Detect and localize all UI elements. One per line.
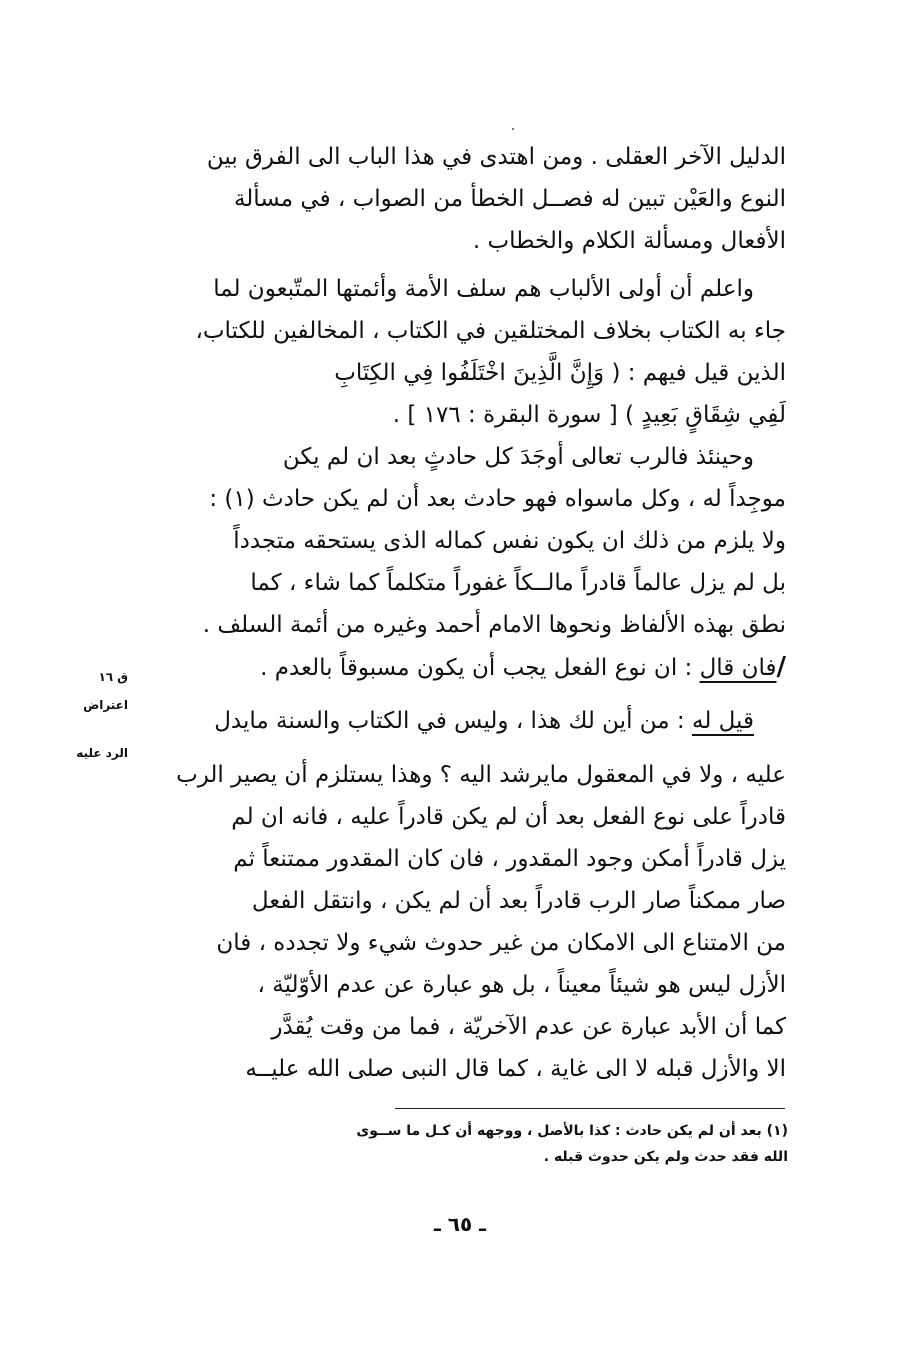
reply-text: : من أين لك هذا ، وليس في الكتاب والسنة مايدل [214,708,692,734]
paragraph-1 [138,136,786,262]
objection-line [138,646,786,688]
footnote-line: (١) بعد أن لم يكن حادث : كذا بالأصل ، ووجهه أن كـل ما ســوى [356,1123,788,1139]
text-line: بل لم يزل عالماً قادراً مالــكاً غفوراً متكلماً كما شاء ، كما [250,570,786,596]
reply-line [138,700,786,742]
paragraph-2 [138,268,786,436]
page-number: ـ ٦٥ ـ [433,1212,487,1236]
text-line: جاء به الكتاب بخلاف المختلقين في الكتاب ، المخالفين للكتاب، [195,318,786,344]
paragraph-3 [138,436,786,646]
reply-label: قيل له [691,708,754,734]
text-line: نطق بهذه الألفاظ ونحوها الامام أحمد وغيره من أئمة السلف . [202,612,786,638]
text-line: من الامتناع الى الامكان من غير حدوث شيء ولا تجدده ، فان [216,930,786,956]
text-line: كما أن الأبد عبارة عن عدم الآخريّة ، فما من وقت يُقدَّر [271,1014,786,1040]
text-line: قادراً على نوع الفعل بعد أن لم يكن قادراً عليه ، فانه ان لم [231,804,786,830]
text-line: الأفعال ومسألة الكلام والخطاب . [472,228,786,254]
text-line: يزل قادراً أمكن وجود المقدور ، فان كان المقدور ممتنعاً ثم [233,846,786,872]
objection-text: : ان نوع الفعل يجب أن يكون مسبوقاً بالعدم . [260,655,700,681]
paragraph-5 [138,754,786,1090]
main-text [138,136,786,1090]
text-line: وحينئذ فالرب تعالى أوجَدَ كل حادثٍ بعد ان لم يكن [282,444,754,470]
text-line: صار ممكناً صار الرب قادراً بعد أن لم يكن ، وانتقل الفعل [251,888,786,914]
scan-speck [512,128,514,130]
quran-verse-line: الذين قيل فيهم : ( وَإِنَّ الَّذِينَ اخْتَلَفُوا فِي الكِتَابِ [334,360,786,386]
text-line: الا والأزل قبله لا الى غاية ، كما قال النبى صلى الله عليــه [245,1056,786,1082]
footnote-line: الله فقد حدث ولم يكن حدوث قبله . [543,1149,788,1165]
text-line: واعلم أن أولى الألباب هم سلف الأمة وأئمتها المتّبعون لما [213,276,754,302]
quran-verse-line: لَفِي شِقَاقٍ بَعِيدٍ ) [ سورة البقرة : ١٧٦ ] . [392,402,786,428]
footnotes [168,1118,788,1170]
text-line: ولا يلزم من ذلك ان يكون نفس كماله الذى يستحقه متجدداً [233,528,786,554]
text-line: النوع والعَيْن تبين له فصــل الخطأ من الصواب ، في مسألة [233,186,786,212]
text-line: عليه ، ولا في المعقول مايرشد اليه ؟ وهذا يستلزم أن يصير الرب [176,762,786,788]
text-line: الدليل الآخر العقلى . ومن اهتدى في هذا الباب الى الفرق بين [206,144,786,170]
text-line: الأزل ليس هو شيئاً معيناً ، بل هو عبارة عن عدم الأوّليّة ، [257,972,786,998]
margin-note-folio: ق ١٦ [98,670,128,684]
footnote-divider [395,1108,785,1109]
text-line: موجِداً له ، وكل ماسواه فهو حادث بعد أن لم يكن حادث (١) : [209,486,786,512]
margin-note-objection: اعتراض [83,698,128,712]
slash-mark: / [776,652,786,682]
margin-note-reply: الرد عليه [76,746,128,760]
objection-label: فان قال [699,655,777,681]
